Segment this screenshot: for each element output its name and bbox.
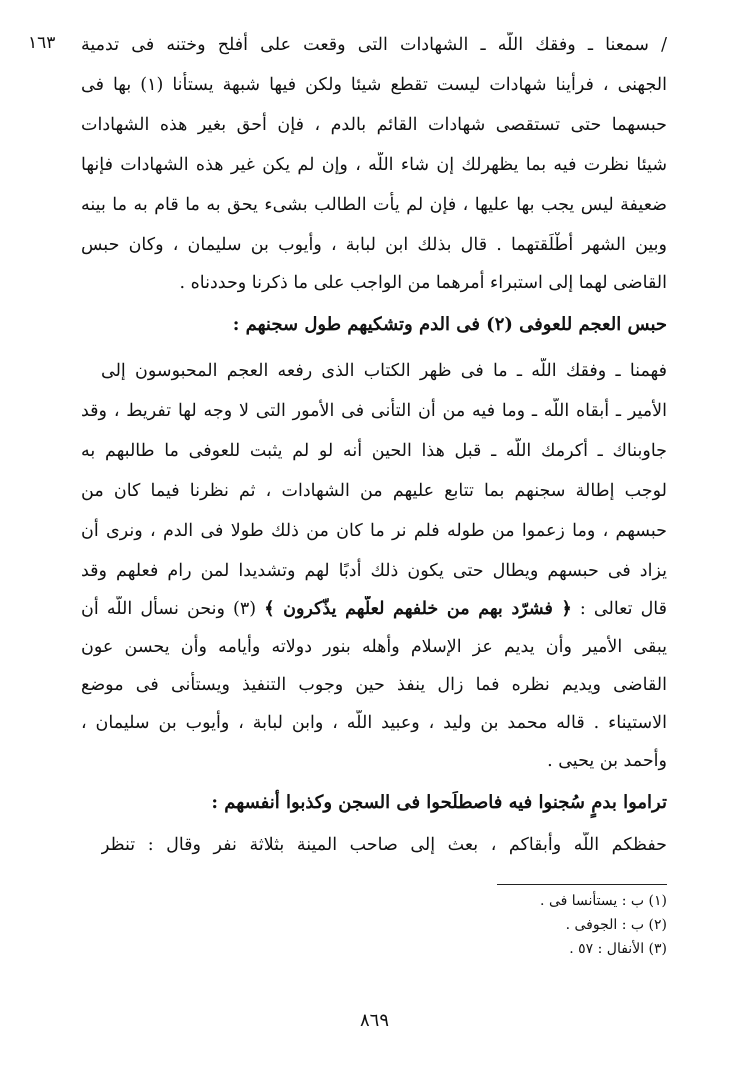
footnote: (٣) الأنفال : ٥٧ . (569, 941, 667, 957)
section-heading: تراموا بدمٍ سُجنوا فيه فاصطلَحوا فى السجن وكذبوا أنفسهم : (211, 792, 667, 813)
text-line: يزاد فى حبسهم ويطال حتى يكون ذلك أدبًا لهم وتشديدا لمن رام فعلهم وقد (81, 561, 667, 581)
text-line: يبقى الأمير وأن يديم عز الإسلام وأهله بنور دولاته وأيامه وأن يحسن عون (81, 637, 667, 657)
quote-suffix: (٣) ونحن نسأل اللّه أن (81, 599, 265, 619)
margin-page-reference: ١٦٣ (28, 33, 56, 53)
text-line: وأحمد بن يحيى . (547, 751, 667, 771)
text-line: شيئا نظرت فيه بما يظهرلك إن شاء اللّه ، وإن لم يكن غير هذه الشهادات فإنها (81, 155, 667, 175)
text-line: وبين الشهر أطْلَقتهما . قال بذلك ابن لبابة ، وأيوب بن سليمان ، وكان حبس (81, 235, 667, 255)
page-number: ٨٦٩ (359, 1010, 389, 1031)
text-line: الجهنى ، فرأينا شهادات ليست تقطع شيئا ولكن فيها شبهة يستأنا (١) بها فى (81, 75, 667, 95)
text-line: الأمير ـ أبقاه اللّه ـ وما فيه من أن التأنى فى الأمور التى لا وجه لها تفريط ، وقد (81, 401, 667, 421)
footnote: (٢) ب : الجوفى . (565, 917, 667, 933)
text-line: القاضى لهما إلى استبراء أمرهما من الواجب على ما ذكرنا وحددناه . (179, 273, 667, 293)
text-line: حفظكم اللّه وأبقاكم ، بعث إلى صاحب المينة بثلاثة نفر وقال : تنظر (101, 835, 667, 855)
text-line: جاوبناك ـ أكرمك اللّه ـ قبل هذا الحين أنه لو لم يثبت للعوفى ما طالبهم به (81, 441, 667, 461)
footnote: (١) ب : يستأنسا فى . (540, 893, 667, 909)
text-line: حبسهما حتى تستقصى شهادات القائم بالدم ، فإن أحق بغير هذه الشهادات (81, 115, 667, 135)
text-line: فهمنا ـ وفقك اللّه ـ ما فى ظهر الكتاب الذى رفعه العجم المحبوسون إلى (101, 361, 667, 381)
text-line: الاستيناء . قاله محمد بن وليد ، وعبيد اللّه ، وابن لبابة ، وأيوب بن سليمان ، (81, 713, 667, 733)
text-line: القاضى ويديم نظره فما زال ينفذ حين وجوب التنفيذ ويستأنى فى موضع (81, 675, 667, 695)
section-heading: حبس العجم للعوفى (٢) فى الدم وتشكيهم طول سجنهم : (232, 314, 667, 335)
quran-quote: ﴿ فشرّد بهم من خلفهم لعلّهم يذّكرون ﴾ (264, 599, 572, 619)
quote-prefix: قال تعالى : (571, 599, 667, 619)
text-line: / سمعنا ـ وفقك اللّه ـ الشهادات التى وقعت على أفلح وختنه فى تدمية (81, 35, 667, 55)
text-line: لوجب إطالة سجنهم بما تتابع عليهم من الشهادات ، ثم نظرنا فيما كان من (81, 481, 667, 501)
quran-quote-line (81, 596, 667, 622)
text-line: ضعيفة ليس يجب بها عليها ، فإن لم يأت الطالب بشىء يحق به ما قام به ما بينه (81, 195, 667, 215)
footnote-divider (497, 884, 667, 885)
text-line: حبسهم ، وما زعموا من طوله فلم نر ما كان من ذلك طولا فى الدم ، ونرى أن (81, 521, 667, 541)
